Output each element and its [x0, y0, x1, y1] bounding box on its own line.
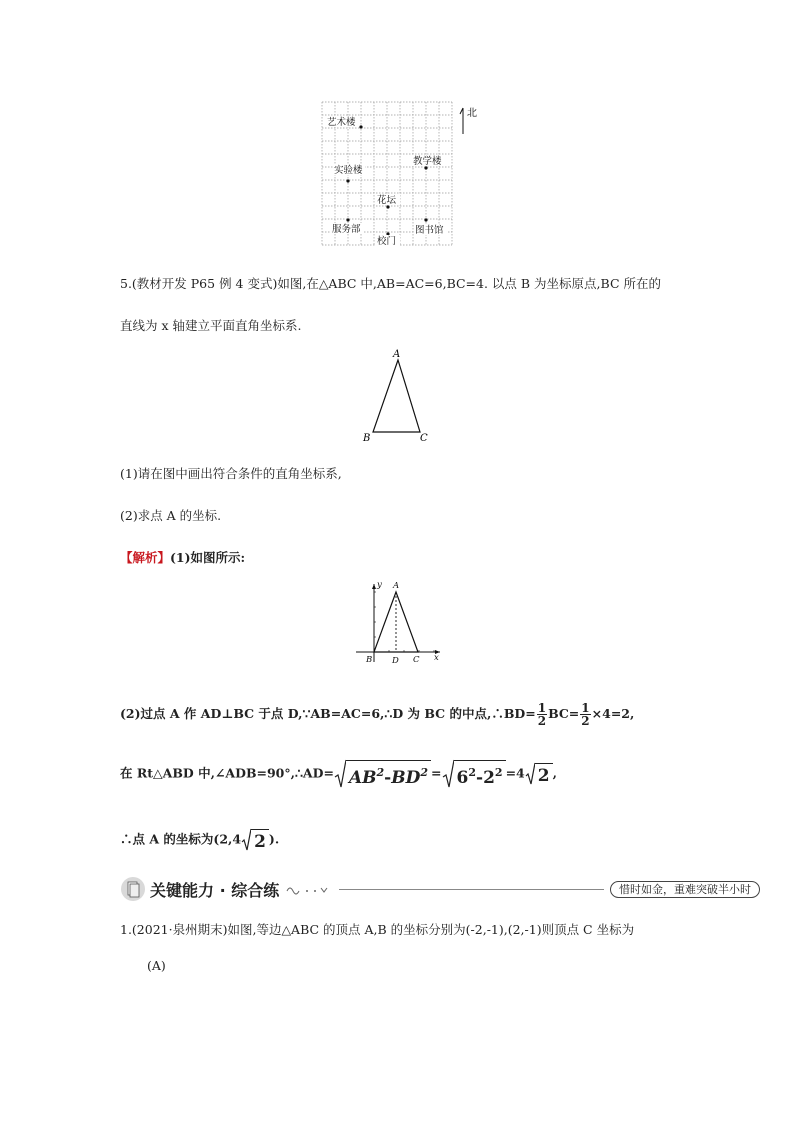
coord-d-label: D [392, 656, 399, 666]
north-label: 北 [467, 108, 477, 119]
section-banner [120, 876, 760, 902]
label-lab: 实验楼 [334, 165, 363, 176]
problem5-line2: 直线为 x 轴建立平面直角坐标系. [120, 318, 302, 333]
triangle-figure [356, 345, 441, 445]
rt-prefix: 在 Rt△ABD 中,∠ADB=90°,∴AD= [120, 765, 334, 781]
solution-final [120, 826, 279, 853]
fraction-half: $\frac{1}{2}$ [537, 701, 547, 728]
book-icon [120, 876, 146, 902]
final-prefix: ∴点 A 的坐标为(2,4 [120, 831, 242, 847]
axis-y-label: y [377, 580, 382, 590]
solution-tag: 【解析】 [120, 550, 171, 565]
question1-answer: (A) [147, 958, 166, 973]
north-arrow [460, 107, 477, 134]
part2-prefix: (2)过点 A 作 AD⊥BC 于点 D,∵AB=AC=6,∴D 为 BC 的中点,∴BD= [120, 706, 536, 721]
point-art [359, 125, 362, 128]
triangle-abc [373, 360, 420, 432]
vertex-c-label: C [420, 433, 428, 444]
solution-header [120, 550, 245, 566]
radical-ab-bd: $AB^2-BD^2$ [334, 758, 431, 789]
decorative-swirl-icon [285, 882, 333, 896]
radical-2: 2 [525, 759, 553, 789]
label-gate: 校门 [377, 236, 397, 247]
radical-6-2: $6^2-2^2$ [442, 758, 506, 789]
campus-map [316, 100, 486, 252]
final-suffix: ). [268, 831, 280, 847]
coord-b-label: B [366, 655, 373, 665]
solution-part1: (1)如图所示: [170, 550, 246, 565]
label-teaching: 教学楼 [413, 156, 442, 167]
label-flowers: 花坛 [377, 195, 397, 206]
times-four: =4 [505, 765, 525, 781]
section-title: 关键能力 · 综合练 [150, 880, 280, 900]
final-radical: 2 [241, 827, 269, 853]
coord-c-label: C [413, 655, 420, 665]
axis-x-label: x [434, 653, 439, 663]
solution-rt-line [120, 758, 557, 789]
fraction-half-2: $\frac{1}{2}$ [581, 701, 590, 728]
vertex-b-label: B [363, 433, 371, 444]
label-library: 图书馆 [415, 225, 444, 236]
problem5-line1: 5.(教材开发 P65 例 4 变式)如图,在△ABC 中,AB=AC=6,BC=4. 以点 B 为坐标原点,BC 所在的 [120, 276, 661, 291]
solution-part2 [120, 702, 634, 727]
point-library [424, 218, 427, 221]
problem5-q1: (1)请在图中画出符合条件的直角坐标系, [120, 466, 342, 481]
label-art: 艺术楼 [327, 117, 356, 128]
equals-sign: = [431, 765, 442, 781]
problem5-q2: (2)求点 A 的坐标. [120, 508, 222, 523]
coordinate-figure [352, 578, 447, 668]
question1-line: 1.(2021·泉州期末)如图,等边△ABC 的顶点 A,B 的坐标分别为(-2,-1),(2,-1)则顶点 C 坐标为 [120, 922, 635, 937]
rt-comma: , [552, 765, 557, 781]
point-lab [346, 179, 349, 182]
part2-mid: BC= [548, 706, 580, 721]
coord-a-label: A [393, 581, 400, 591]
label-service: 服务部 [332, 224, 361, 235]
vertex-a-label: A [393, 349, 401, 360]
section-pill: 惜时如金，重难突破半小时 [610, 881, 760, 898]
part2-suffix: ×4=2, [591, 706, 635, 721]
point-service [346, 218, 349, 221]
